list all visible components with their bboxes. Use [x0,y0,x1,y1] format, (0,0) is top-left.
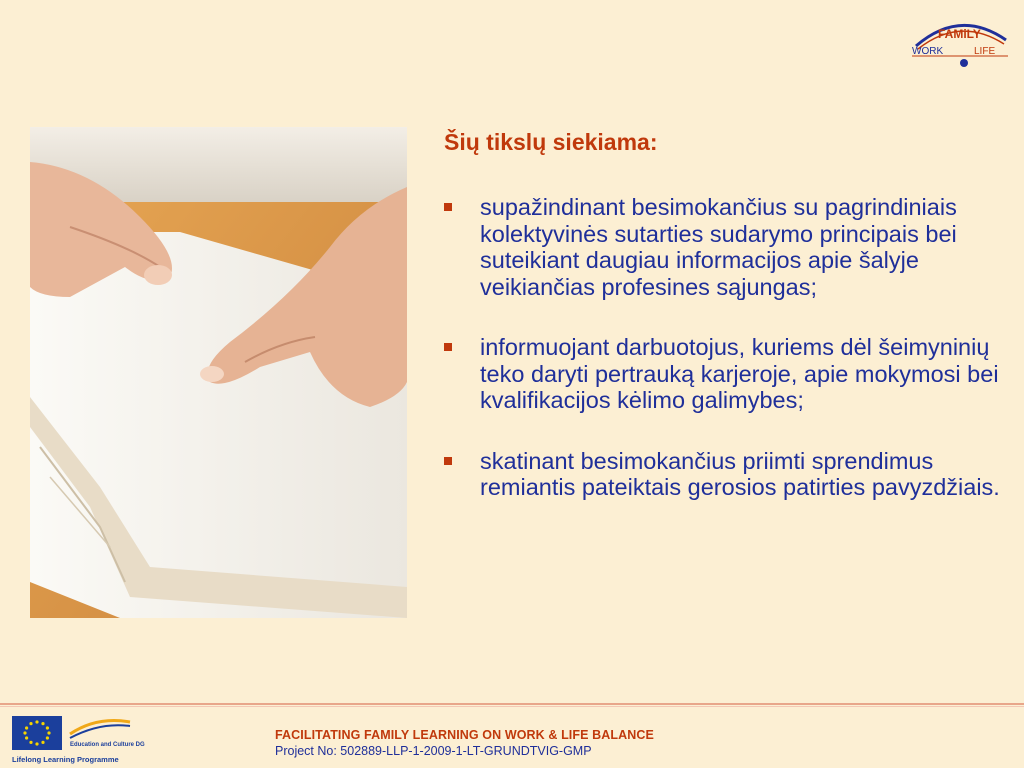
logo-dot-icon [960,59,968,67]
open-book-photo [30,127,407,618]
main-content [440,127,1010,535]
list-item-text: informuojant darbuotojus, kuriems dėl šeimyninių teko daryti pertrauką karjeroje, apie mokymosi bei kvalifikacijos kėlimo galimybes; [480,334,999,413]
logo-right-word: LIFE [974,46,996,57]
footer-divider [0,703,1024,705]
eu-lifelong-learning-logo [12,714,172,766]
list-item [440,334,1010,414]
slide-heading: Šių tikslų siekiama: [444,129,658,155]
bullet-square-icon [444,343,452,351]
logo-top-word: FAMiLY [938,27,981,41]
goals-list [440,194,1010,501]
dg-label: Education and Culture DG [70,742,145,748]
eu-programme-label: Lifelong Learning Programme [12,755,119,764]
family-work-life-logo [908,14,1012,70]
list-item-text: skatinant besimokančius priimti sprendimus remiantis pateiktais gerosios patirties pavyzdžiais. [480,447,1000,500]
list-item-text: supažindinant besimokančius su pagrindiniais kolektyvinės sutarties sudarymo principais bei suteikiant daugiau informacijos apie šalyje veikiančias profesines sąjungas; [480,194,957,300]
logo-left-word: WORK [912,46,944,57]
list-item [440,448,1010,501]
bullet-square-icon [444,203,452,211]
footer-project-number: Project No: 502889-LLP-1-2009-1-LT-GRUNDTVIG-GMP [275,744,592,758]
bullet-square-icon [444,457,452,465]
footer-title: FACILITATING FAMILY LEARNING ON WORK & LIFE BALANCE [275,728,654,742]
footer-divider-thin [0,706,1024,707]
footer-text [275,728,654,758]
list-item [440,194,1010,300]
